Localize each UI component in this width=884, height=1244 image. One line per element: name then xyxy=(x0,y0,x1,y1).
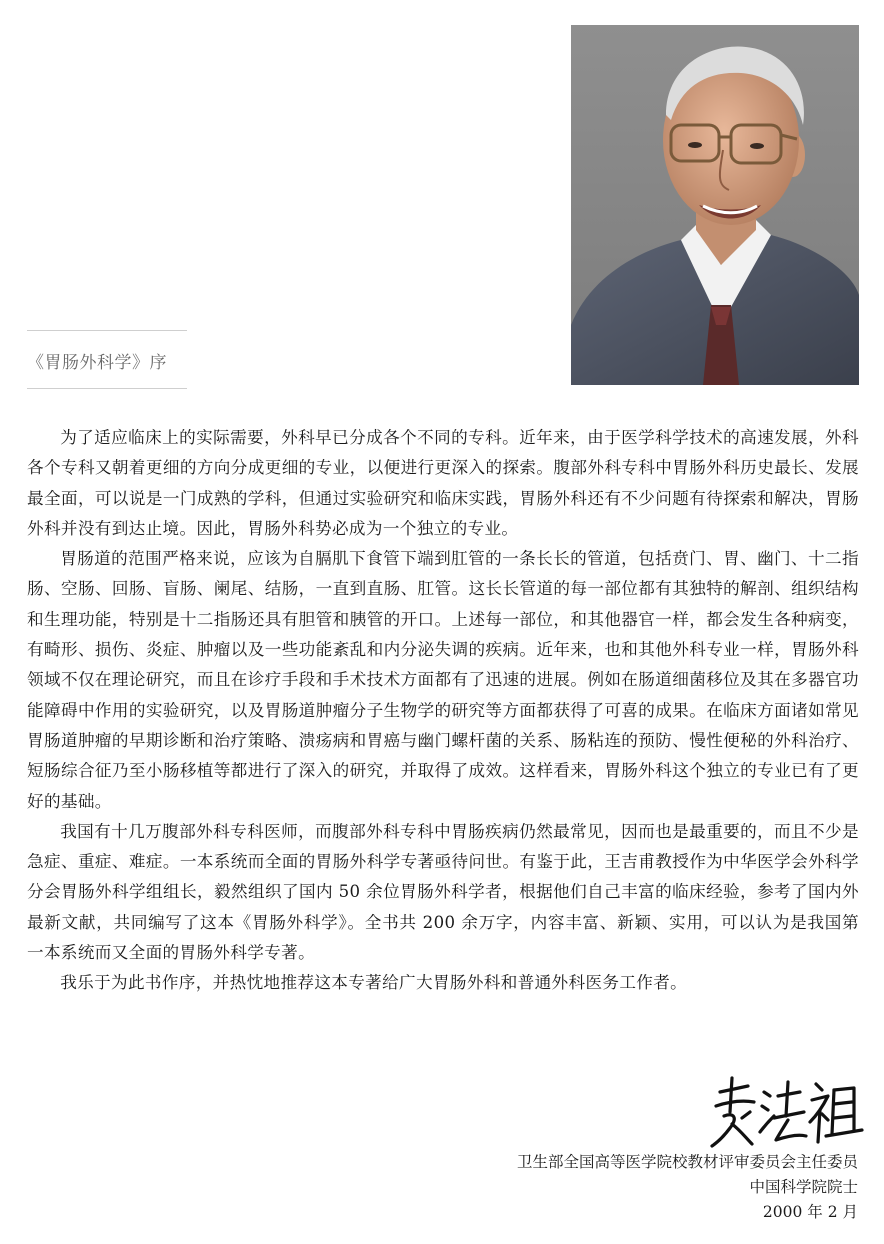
paragraph: 我国有十几万腹部外科专科医师，而腹部外科专科中胃肠疾病仍然最常见，因而也是最重要的，而且不少是急症、重症、难症。一本系统而全面的胃肠外科学专著亟待问世。有鉴于此，王吉甫教授作为中华医学会外科学分会胃肠外科学组组长，毅然组织了国内 50 余位胃肠外科学者，根据他们自己丰富的临床经验，参考了国内外最新文献，共同编写了这本《胃肠外科学》。全书共 200 余万字，内容丰富、新颖、实用，可以认为是我国第一本系统而又全面的胃肠外科学专著。 xyxy=(27,821,859,963)
title-block xyxy=(27,330,187,389)
author-title: 中国科学院院士 xyxy=(749,1178,858,1196)
portrait-photo-icon xyxy=(571,25,859,385)
paragraph: 我乐于为此书作序，并热忱地推荐这本专著给广大胃肠外科和普通外科医务工作者。 xyxy=(60,973,688,993)
paragraph: 为了适应临床上的实际需要，外科早已分成各个不同的专科。近年来，由于医学科学技术的高速发展，外科各个专科又朝着更细的方向分成更细的专业，以便进行更深入的探索。腹部外科专科中胃肠外科历史最长、发展最全面，可以说是一门成熟的学科，但通过实验研究和临床实践，胃肠外科还有不少问题有待探索和解决，胃肠外科并没有到达止境。因此，胃肠外科势必成为一个独立的专业。 xyxy=(27,428,859,538)
page-title: 《胃肠外科学》序 xyxy=(27,353,167,373)
preface-body xyxy=(27,423,859,999)
author-portrait-photo xyxy=(571,25,859,385)
author-position: 卫生部全国高等医学院校教材评审委员会主任委员 xyxy=(516,1153,858,1171)
paragraph: 胃肠道的范围严格来说，应该为自膈肌下食管下端到肛管的一条长长的管道，包括贲门、胃、幽门、十二指肠、空肠、回肠、盲肠、阑尾、结肠，一直到直肠、肛管。这长长管道的每一部位都有其独特的解剖、组织结构和生理功能，特别是十二指肠还具有胆管和胰管的开口。上述每一部位，和其他器官一样，都会发生各种病变，有畸形、损伤、炎症、肿瘤以及一些功能紊乱和内分泌失调的疾病。近年来，也和其他外科专业一样，胃肠外科领域不仅在理论研究，而且在诊疗手段和手术技术方面都有了迅速的进展。例如在肠道细菌移位及其在多器官功能障碍中作用的实验研究，以及胃肠道肿瘤分子生物学的研究等方面都获得了可喜的成果。在临床方面诸如常见胃肠道肿瘤的早期诊断和治疗策略、溃疡病和胃癌与幽门螺杆菌的关系、肠粘连的预防、慢性便秘的外科治疗、短肠综合征乃至小肠移植等都进行了深入的研究，并取得了成效。这样看来，胃肠外科这个独立的专业已有了更好的基础。 xyxy=(27,549,859,811)
signature-icon xyxy=(708,1072,864,1152)
preface-date: 2000 年 2 月 xyxy=(762,1203,858,1221)
handwritten-signature xyxy=(708,1072,864,1152)
title-bottom-rule xyxy=(27,388,187,389)
author-info xyxy=(517,1150,858,1225)
